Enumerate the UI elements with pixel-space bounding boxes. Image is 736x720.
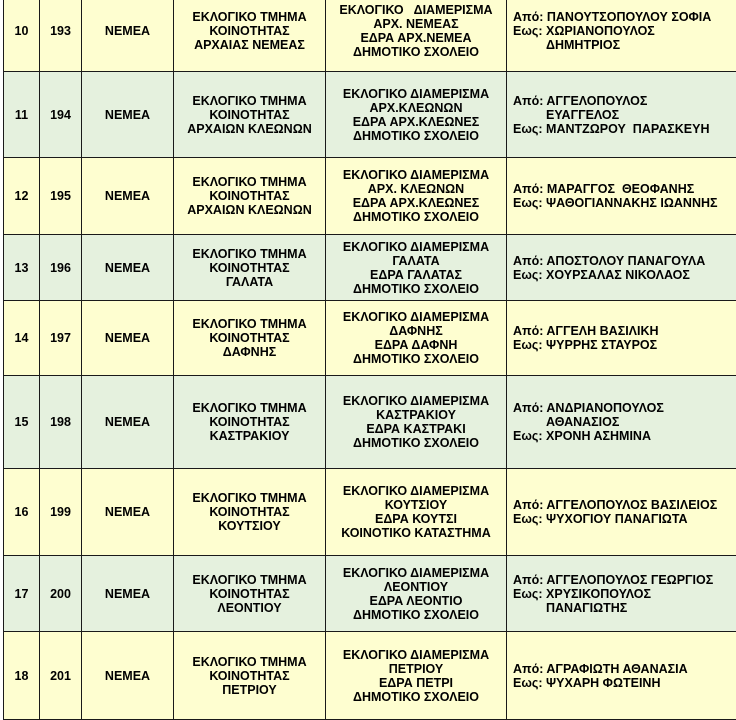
district-line: ΕΚΛΟΓΙΚΟ ΔΙΑΜΕΡΙΣΜΑ: [328, 648, 504, 662]
section-line: ΚΟΙΝΟΤΗΤΑΣ: [176, 189, 323, 203]
table-row: [4, 235, 736, 301]
district-line: ΔΗΜΟΤΙΚΟ ΣΧΟΛΕΙΟ: [328, 690, 504, 704]
name-line: ΔΗΜΗΤΡΙΟΣ: [513, 38, 736, 52]
district-line: ΕΚΛΟΓΙΚΟ ΔΙΑΜΕΡΙΣΜΑ: [328, 394, 504, 408]
section-line: ΚΟΙΝΟΤΗΤΑΣ: [176, 261, 323, 275]
district-line: ΚΟΥΤΣΙΟΥ: [328, 498, 504, 512]
name-line: Από: ΑΝΔΡΙΑΝΟΠΟΥΛΟΣ: [513, 401, 736, 415]
district-cell: [326, 72, 507, 158]
table-row: [4, 301, 736, 376]
table-row: [4, 0, 736, 72]
row-number: 18: [4, 632, 40, 720]
district-line: ΔΗΜΟΤΙΚΟ ΣΧΟΛΕΙΟ: [328, 210, 504, 224]
district-line: ΑΡΧ.ΚΛΕΩΝΩΝ: [328, 101, 504, 115]
station-code: 201: [40, 632, 82, 720]
section-line: ΑΡΧΑΙΩΝ ΚΛΕΩΝΩΝ: [176, 203, 323, 217]
names-cell: [507, 632, 736, 720]
district-line: ΕΔΡΑ ΑΡΧ.ΚΛΕΩΝΕΣ: [328, 115, 504, 129]
section-line: ΚΟΙΝΟΤΗΤΑΣ: [176, 669, 323, 683]
names-cell: [507, 301, 736, 376]
section-line: ΚΟΥΤΣΙΟΥ: [176, 519, 323, 533]
district-line: ΕΔΡΑ ΠΕΤΡΙ: [328, 676, 504, 690]
names-cell: [507, 72, 736, 158]
district-cell: [326, 469, 507, 556]
table-row: [4, 469, 736, 556]
section-line: ΕΚΛΟΓΙΚΟ ΤΜΗΜΑ: [176, 655, 323, 669]
table-row: [4, 158, 736, 235]
table-row: [4, 556, 736, 632]
district-line: ΕΚΛΟΓΙΚΟ ΔΙΑΜΕΡΙΣΜΑ: [328, 240, 504, 254]
district-line: ΑΡΧ. ΚΛΕΩΝΩΝ: [328, 182, 504, 196]
section-cell: [174, 376, 326, 469]
section-line: ΕΚΛΟΓΙΚΟ ΤΜΗΜΑ: [176, 491, 323, 505]
district-line: ΔΗΜΟΤΙΚΟ ΣΧΟΛΕΙΟ: [328, 608, 504, 622]
name-line: Εως: ΨΥΧΑΡΗ ΦΩΤΕΙΝΗ: [513, 676, 736, 690]
district-line: ΕΔΡΑ ΔΑΦΝΗ: [328, 338, 504, 352]
table-body: [4, 0, 736, 720]
section-line: ΚΟΙΝΟΤΗΤΑΣ: [176, 505, 323, 519]
section-line: ΠΕΤΡΙΟΥ: [176, 683, 323, 697]
district-cell: [326, 376, 507, 469]
names-cell: [507, 469, 736, 556]
name-line: Εως: ΜΑΝΤΖΩΡΟΥ ΠΑΡΑΣΚΕΥΗ: [513, 122, 736, 136]
municipality: ΝΕΜΕΑ: [82, 556, 174, 632]
table-row: [4, 632, 736, 720]
name-line: Από: ΑΓΓΕΛΗ ΒΑΣΙΛΙΚΗ: [513, 324, 736, 338]
district-line: ΕΚΛΟΓΙΚΟ ΔΙΑΜΕΡΙΣΜΑ: [328, 87, 504, 101]
section-cell: [174, 72, 326, 158]
district-line: ΔΗΜΟΤΙΚΟ ΣΧΟΛΕΙΟ: [328, 45, 504, 59]
municipality: ΝΕΜΕΑ: [82, 632, 174, 720]
section-cell: [174, 469, 326, 556]
section-line: ΚΟΙΝΟΤΗΤΑΣ: [176, 24, 323, 38]
names-cell: [507, 0, 736, 72]
section-line: ΚΟΙΝΟΤΗΤΑΣ: [176, 587, 323, 601]
district-line: ΔΗΜΟΤΙΚΟ ΣΧΟΛΕΙΟ: [328, 352, 504, 366]
section-line: ΑΡΧΑΙΑΣ ΝΕΜΕΑΣ: [176, 38, 323, 52]
section-line: ΕΚΛΟΓΙΚΟ ΤΜΗΜΑ: [176, 10, 323, 24]
name-line: Εως: ΧΡΥΣΙΚΟΠΟΥΛΟΣ: [513, 587, 736, 601]
district-line: ΕΚΛΟΓΙΚΟ ΔΙΑΜΕΡΙΣΜΑ: [328, 310, 504, 324]
district-line: ΕΔΡΑ ΚΑΣΤΡΑΚΙ: [328, 422, 504, 436]
district-line: ΕΚΛΟΓΙΚΟ ΔΙΑΜΕΡΙΣΜΑ: [328, 484, 504, 498]
district-line: ΔΑΦΝΗΣ: [328, 324, 504, 338]
municipality: ΝΕΜΕΑ: [82, 301, 174, 376]
station-code: 197: [40, 301, 82, 376]
names-cell: [507, 556, 736, 632]
section-cell: [174, 556, 326, 632]
row-number: 16: [4, 469, 40, 556]
district-line: ΕΚΛΟΓΙΚΟ ΔΙΑΜΕΡΙΣΜΑ: [328, 566, 504, 580]
section-line: ΕΚΛΟΓΙΚΟ ΤΜΗΜΑ: [176, 247, 323, 261]
names-cell: [507, 158, 736, 235]
name-line: Από: ΑΠΟΣΤΟΛΟΥ ΠΑΝΑΓΟΥΛΑ: [513, 254, 736, 268]
district-line: ΔΗΜΟΤΙΚΟ ΣΧΟΛΕΙΟ: [328, 282, 504, 296]
district-line: ΠΕΤΡΙΟΥ: [328, 662, 504, 676]
section-cell: [174, 158, 326, 235]
name-line: ΕΥΑΓΓΕΛΟΣ: [513, 108, 736, 122]
district-line: ΛΕΟΝΤΙΟΥ: [328, 580, 504, 594]
section-line: ΕΚΛΟΓΙΚΟ ΤΜΗΜΑ: [176, 401, 323, 415]
name-line: Εως: ΨΑΘΟΓΙΑΝΝΑΚΗΣ ΙΩΑΝΝΗΣ: [513, 196, 736, 210]
section-line: ΕΚΛΟΓΙΚΟ ΤΜΗΜΑ: [176, 317, 323, 331]
station-code: 199: [40, 469, 82, 556]
row-number: 11: [4, 72, 40, 158]
section-line: ΛΕΟΝΤΙΟΥ: [176, 601, 323, 615]
polling-stations-table: [3, 0, 736, 720]
municipality: ΝΕΜΕΑ: [82, 0, 174, 72]
table-row: [4, 376, 736, 469]
district-cell: [326, 158, 507, 235]
district-cell: [326, 301, 507, 376]
district-line: ΕΔΡΑ ΑΡΧ.ΝΕΜΕΑ: [328, 31, 504, 45]
district-line: ΕΔΡΑ ΛΕΟΝΤΙΟ: [328, 594, 504, 608]
names-cell: [507, 376, 736, 469]
section-line: ΚΟΙΝΟΤΗΤΑΣ: [176, 415, 323, 429]
district-cell: [326, 235, 507, 301]
station-code: 196: [40, 235, 82, 301]
name-line: ΑΘΑΝΑΣΙΟΣ: [513, 415, 736, 429]
name-line: Από: ΑΓΡΑΦΙΩΤΗ ΑΘΑΝΑΣΙΑ: [513, 662, 736, 676]
row-number: 17: [4, 556, 40, 632]
district-line: ΔΗΜΟΤΙΚΟ ΣΧΟΛΕΙΟ: [328, 129, 504, 143]
station-code: 195: [40, 158, 82, 235]
row-number: 13: [4, 235, 40, 301]
section-cell: [174, 235, 326, 301]
name-line: Από: ΑΓΓΕΛΟΠΟΥΛΟΣ: [513, 94, 736, 108]
district-line: ΓΑΛΑΤΑ: [328, 254, 504, 268]
station-code: 200: [40, 556, 82, 632]
section-line: ΚΑΣΤΡΑΚΙΟΥ: [176, 429, 323, 443]
district-cell: [326, 0, 507, 72]
table-row: [4, 72, 736, 158]
name-line: Από: ΑΓΓΕΛΟΠΟΥΛΟΣ ΓΕΩΡΓΙΟΣ: [513, 573, 736, 587]
name-line: Εως: ΧΡΟΝΗ ΑΣΗΜΙΝΑ: [513, 429, 736, 443]
section-cell: [174, 632, 326, 720]
municipality: ΝΕΜΕΑ: [82, 158, 174, 235]
names-cell: [507, 235, 736, 301]
municipality: ΝΕΜΕΑ: [82, 72, 174, 158]
row-number: 12: [4, 158, 40, 235]
district-line: ΕΔΡΑ ΑΡΧ.ΚΛΕΩΝΕΣ: [328, 196, 504, 210]
section-line: ΚΟΙΝΟΤΗΤΑΣ: [176, 331, 323, 345]
row-number: 10: [4, 0, 40, 72]
section-line: ΕΚΛΟΓΙΚΟ ΤΜΗΜΑ: [176, 175, 323, 189]
name-line: Εως: ΨΥΧΟΓΙΟΥ ΠΑΝΑΓΙΩΤΑ: [513, 512, 736, 526]
municipality: ΝΕΜΕΑ: [82, 376, 174, 469]
district-line: ΕΚΛΟΓΙΚΟ ΔΙΑΜΕΡΙΣΜΑ: [328, 168, 504, 182]
district-line: ΕΔΡΑ ΓΑΛΑΤΑΣ: [328, 268, 504, 282]
name-line: ΠΑΝΑΓΙΩΤΗΣ: [513, 601, 736, 615]
section-line: ΑΡΧΑΙΩΝ ΚΛΕΩΝΩΝ: [176, 122, 323, 136]
section-cell: [174, 301, 326, 376]
row-number: 14: [4, 301, 40, 376]
section-line: ΓΑΛΑΤΑ: [176, 275, 323, 289]
district-cell: [326, 556, 507, 632]
name-line: Εως: ΧΟΥΡΣΑΛΑΣ ΝΙΚΟΛΑΟΣ: [513, 268, 736, 282]
section-cell: [174, 0, 326, 72]
section-line: ΔΑΦΝΗΣ: [176, 345, 323, 359]
name-line: Από: ΑΓΓΕΛΟΠΟΥΛΟΣ ΒΑΣΙΛΕΙΟΣ: [513, 498, 736, 512]
station-code: 193: [40, 0, 82, 72]
row-number: 15: [4, 376, 40, 469]
station-code: 198: [40, 376, 82, 469]
name-line: Εως: ΨΥΡΡΗΣ ΣΤΑΥΡΟΣ: [513, 338, 736, 352]
station-code: 194: [40, 72, 82, 158]
section-line: ΕΚΛΟΓΙΚΟ ΤΜΗΜΑ: [176, 573, 323, 587]
district-line: ΑΡΧ. ΝΕΜΕΑΣ: [328, 17, 504, 31]
name-line: Από: ΜΑΡΑΓΓΟΣ ΘΕΟΦΑΝΗΣ: [513, 182, 736, 196]
district-line: ΚΑΣΤΡΑΚΙΟΥ: [328, 408, 504, 422]
section-line: ΕΚΛΟΓΙΚΟ ΤΜΗΜΑ: [176, 94, 323, 108]
district-line: ΕΔΡΑ ΚΟΥΤΣΙ: [328, 512, 504, 526]
municipality: ΝΕΜΕΑ: [82, 235, 174, 301]
name-line: Εως: ΧΩΡΙΑΝΟΠΟΥΛΟΣ: [513, 24, 736, 38]
district-cell: [326, 632, 507, 720]
district-line: ΕΚΛΟΓΙΚΟ ΔΙΑΜΕΡΙΣΜΑ: [328, 3, 504, 17]
name-line: Από: ΠΑΝΟΥΤΣΟΠΟΥΛΟΥ ΣΟΦΙΑ: [513, 10, 736, 24]
district-line: ΚΟΙΝΟΤΙΚΟ ΚΑΤΑΣΤΗΜΑ: [328, 526, 504, 540]
section-line: ΚΟΙΝΟΤΗΤΑΣ: [176, 108, 323, 122]
municipality: ΝΕΜΕΑ: [82, 469, 174, 556]
district-line: ΔΗΜΟΤΙΚΟ ΣΧΟΛΕΙΟ: [328, 436, 504, 450]
